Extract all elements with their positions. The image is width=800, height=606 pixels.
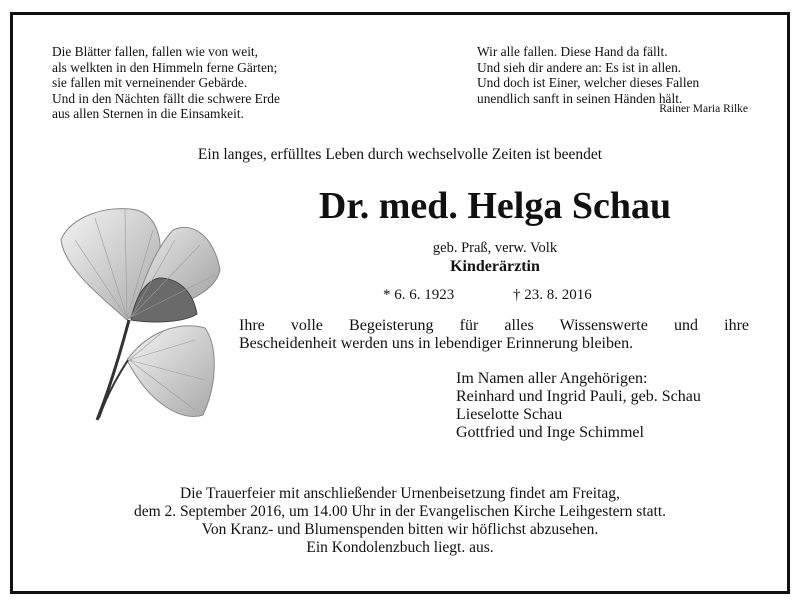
funeral-line: Ein Kondolenzbuch liegt. aus.: [306, 539, 494, 556]
mourner-name: Reinhard und Ingrid Pauli, geb. Schau: [456, 388, 701, 405]
profession: Kinderärztin: [450, 258, 540, 275]
ginkgo-leaf-icon: [55, 200, 230, 430]
mourner-name: Lieselotte Schau: [456, 406, 563, 423]
tribute-text: [239, 317, 749, 353]
death-date: † 23. 8. 2016: [513, 287, 592, 303]
deceased-name: Dr. med. Helga Schau: [318, 185, 672, 227]
funeral-line: Von Kranz- und Blumenspenden bitten wir höflichst abzusehen.: [201, 521, 599, 538]
poem-line: unendlich sanft in seinen Händen hält.: [477, 90, 683, 106]
birth-date: * 6. 6. 1923: [383, 287, 455, 303]
tribute-line: Bescheidenheit werden uns in lebendiger Erinnerung bleiben.: [239, 335, 634, 352]
funeral-line: Die Trauerfeier mit anschließender Urnenbeisetzung findet am Freitag,: [180, 485, 620, 502]
poem-line: aus allen Sternen in die Einsamkeit.: [52, 106, 244, 122]
mourners-block: [456, 370, 701, 442]
poem-line: Und doch ist Einer, welcher dieses Fallen: [477, 75, 700, 91]
tribute-line: Ihre volle Begeisterung für alles Wissenswerte und ihre: [239, 317, 749, 334]
birth-name: geb. Praß, verw. Volk: [432, 240, 558, 256]
funeral-info: [0, 485, 800, 557]
poem-line: Und sieh dir andere an: Es ist in allen.: [477, 59, 682, 75]
poem-left: [52, 44, 280, 122]
funeral-line: dem 2. September 2016, um 14.00 Uhr in der Evangelischen Kirche Leihgestern statt.: [133, 503, 667, 520]
poem-line: Die Blätter fallen, fallen wie von weit,: [52, 44, 258, 59]
poem-line: Wir alle fallen. Diese Hand da fällt.: [477, 44, 668, 59]
poem-line: Und in den Nächten fällt die schwere Erde: [52, 90, 280, 106]
poem-line: als welkten in den Himmeln ferne Gärten;: [52, 59, 278, 75]
poem-line: sie fallen mit verneinender Gebärde.: [52, 75, 248, 91]
mourners-heading: Im Namen aller Angehörigen:: [456, 370, 648, 387]
mourner-name: Gottfried und Inge Schimmel: [456, 424, 644, 441]
poem-right: [477, 44, 699, 106]
intro-line: Ein langes, erfülltes Leben durch wechselvolle Zeiten ist beendet: [197, 146, 603, 163]
poem-author: Rainer Maria Rilke: [659, 103, 748, 115]
